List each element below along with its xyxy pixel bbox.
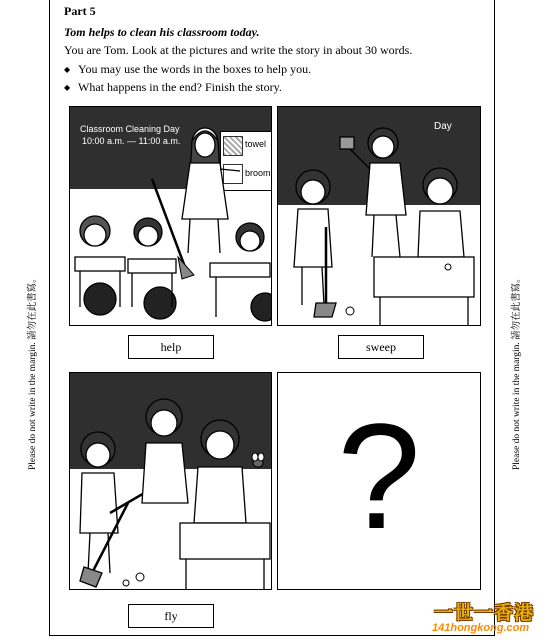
hint-bullet [64, 62, 311, 77]
instruction-text: You are Tom. Look at the pictures and write the story in about 30 words. [64, 43, 413, 57]
word-box-help: help [128, 335, 214, 359]
word-box-sweep: sweep [338, 335, 424, 359]
hint-text: You may use the words in the boxes to help you. [78, 62, 312, 76]
margin-note-left: Please do not write in the margin. 請勿在此書寫。 [28, 273, 38, 470]
question-mark: ? [337, 392, 421, 560]
hint-text: What happens in the end? Finish the story. [78, 80, 282, 94]
board-line: 10:00 a.m. — 11:00 a.m. [82, 136, 181, 146]
site-watermark-logo [430, 598, 547, 640]
picture-panel-4 [277, 372, 481, 590]
part-title: Part 5 [64, 4, 96, 18]
panel-illustration [278, 107, 481, 326]
picture-panel-1 [69, 106, 272, 326]
watermark-url: 141hongkong.com [432, 622, 530, 634]
hint-bullet [64, 80, 282, 95]
picture-panel-2 [277, 106, 481, 326]
panel-illustration [70, 373, 272, 590]
board-line: Classroom Cleaning Day [80, 124, 180, 134]
watermark-title: 一世一香港 [434, 602, 535, 624]
diamond-icon: ◆ [64, 83, 71, 92]
exam-sheet [49, 0, 495, 636]
diamond-icon: ◆ [64, 65, 71, 74]
panel-illustration [70, 107, 272, 326]
picture-panel-3 [69, 372, 272, 590]
story-headline: Tom helps to clean his classroom today. [64, 25, 260, 39]
word-card-towel: towel [245, 139, 267, 149]
board-line: Day [434, 121, 452, 132]
bee-icon [252, 453, 264, 467]
margin-note-right: Please do not write in the margin. 請勿在此書寫。 [512, 273, 522, 470]
word-card-broom: broom [245, 168, 271, 178]
word-box-fly: fly [128, 604, 214, 628]
